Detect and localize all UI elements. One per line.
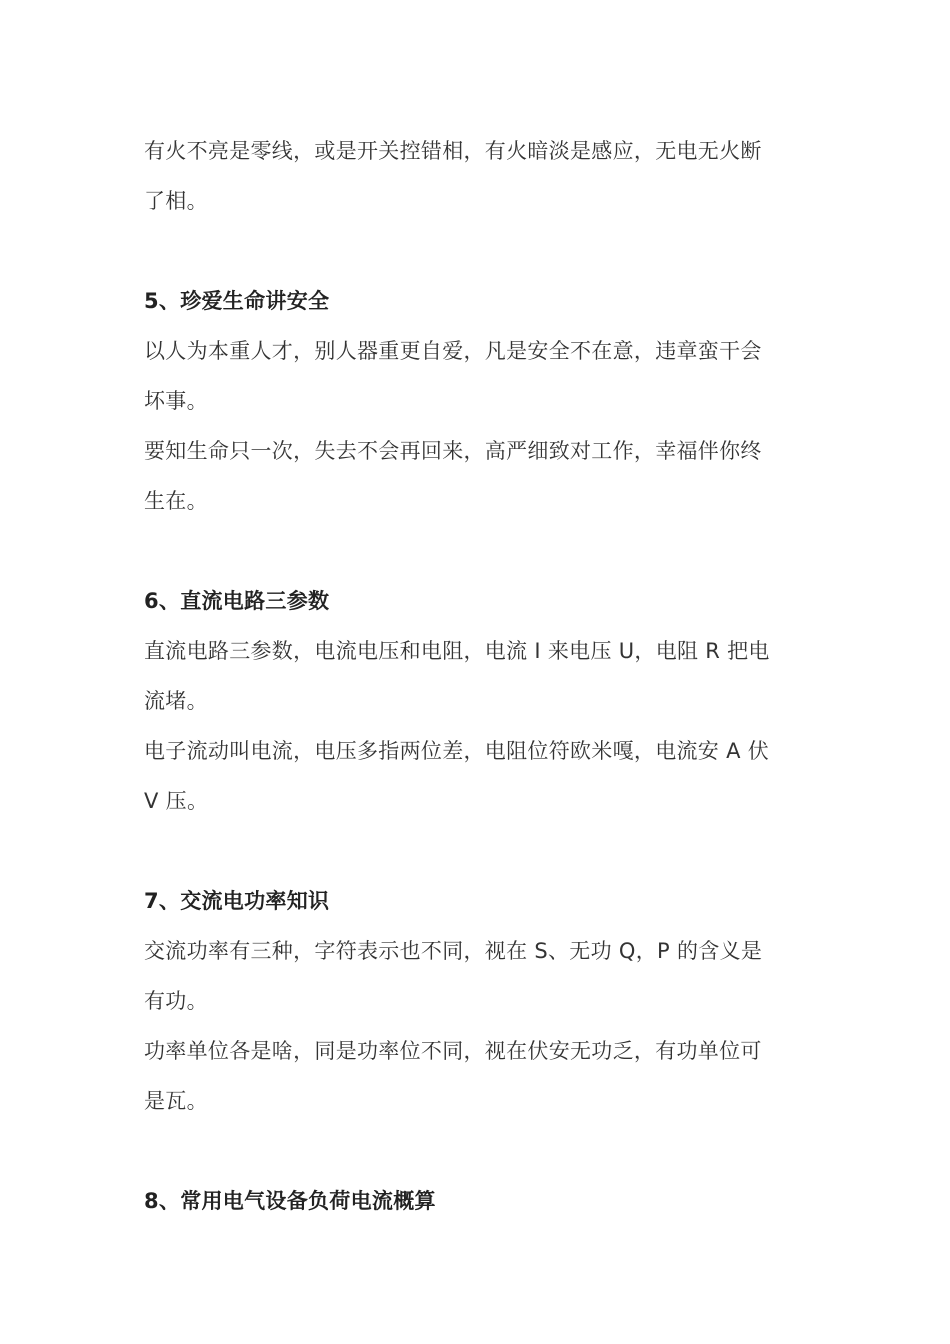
section-7-p2-line-2: 是瓦。 (144, 1089, 208, 1113)
section-5-p1-line-2: 坏事。 (144, 389, 208, 413)
section-7-title: 7、交流电功率知识 (144, 889, 330, 913)
section-6-title: 6、直流电路三参数 (144, 589, 330, 613)
section-5-title: 5、珍爱生命讲安全 (144, 289, 330, 313)
intro-line-2: 了相。 (144, 189, 208, 213)
section-6-p1-line-1-b: I 来电压 U，电阻 R 把电 (534, 639, 770, 663)
section-7-p1-line-1 (144, 926, 814, 976)
section-6-p2-line-1 (144, 726, 814, 776)
section-7-p1-line-1-a: 交流功率有三种，字符表示也不同，视在 (144, 939, 535, 963)
section-5-p2-line-2: 生在。 (144, 489, 208, 513)
section-7-p1-line-1-b: S、无功 Q，P 的含义是 (534, 939, 763, 963)
section-8-title: 8、常用电气设备负荷电流概算 (144, 1189, 436, 1213)
section-6-p1-line-1 (144, 626, 814, 676)
intro-line-1: 有火不亮是零线，或是开关控错相，有火暗淡是感应，无电无火断 (144, 139, 762, 163)
section-7-p2-line-1: 功率单位各是啥，同是功率位不同，视在伏安无功乏，有功单位可 (144, 1039, 762, 1063)
section-6-p2-line-1-a: 电子流动叫电流，电压多指两位差，电阻位符欧米嘎，电流安 (144, 739, 727, 763)
section-5-p1-line-1: 以人为本重人才，别人器重更自爱，凡是安全不在意，违章蛮干会 (144, 339, 762, 363)
section-7-p1-line-2: 有功。 (144, 989, 208, 1013)
section-6-p1-line-2: 流堵。 (144, 689, 208, 713)
section-6-p2-line-2: V 压。 (144, 789, 209, 813)
section-6-p2-line-1-b: A 伏 (726, 739, 770, 763)
section-6-p1-line-1-a: 直流电路三参数，电流电压和电阻，电流 (144, 639, 535, 663)
document-page (144, 0, 814, 1226)
section-5-p2-line-1: 要知生命只一次，失去不会再回来，高严细致对工作，幸福伴你终 (144, 439, 762, 463)
